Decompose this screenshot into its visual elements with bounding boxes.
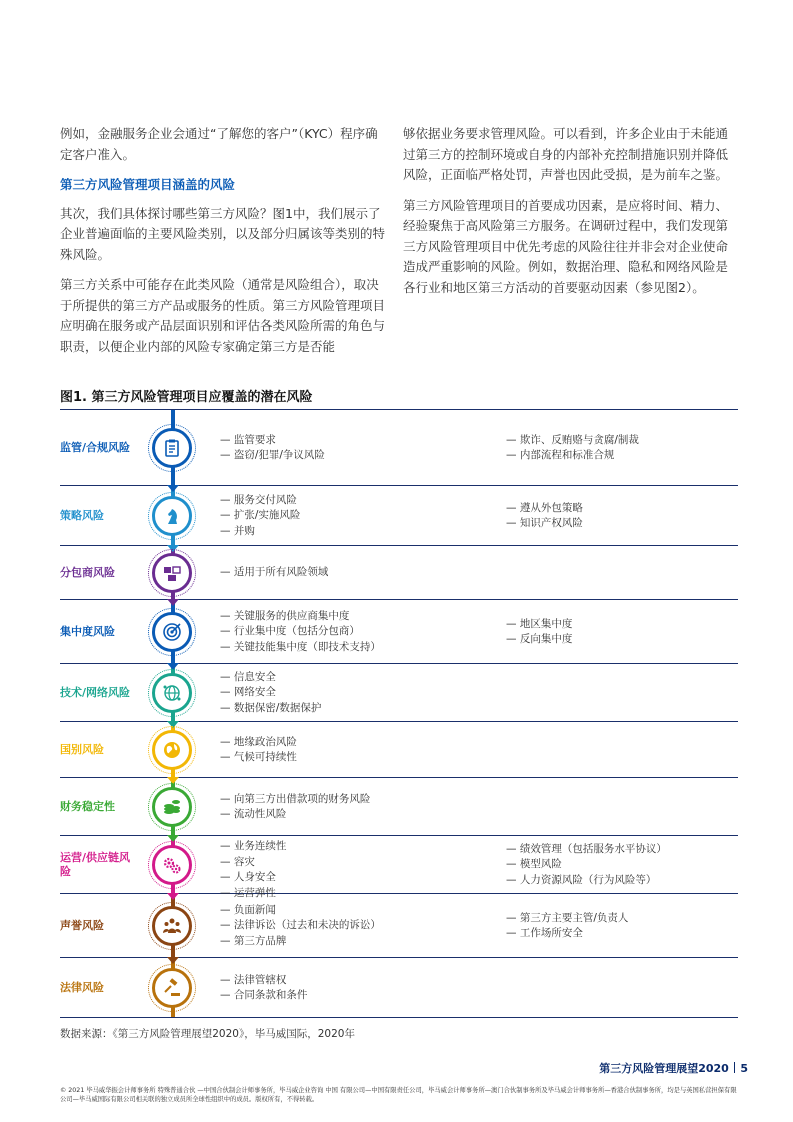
gavel-icon (152, 968, 192, 1008)
footer-divider (734, 1062, 736, 1073)
figure-source: 数据来源：《第三方风险管理展望2020》，毕马威国际，2020年 (60, 1028, 355, 1040)
risk-item: — 信息安全 (220, 670, 321, 686)
risk-item: — 法律管辖权 (220, 973, 307, 989)
risk-category-label: 声誉风险 (60, 919, 104, 932)
risk-category-label: 国别风险 (60, 743, 104, 756)
risk-row (60, 546, 738, 600)
right-column (403, 124, 733, 308)
globe-network-icon (152, 673, 192, 713)
risk-item: — 工作场所安全 (506, 926, 628, 942)
risk-list-primary (220, 433, 325, 464)
risk-item: — 运营弹性 (220, 886, 286, 902)
figure-title: 图1. 第三方风险管理项目应覆盖的潜在风险 (60, 390, 313, 405)
network-icon (152, 553, 192, 593)
risk-row (60, 600, 738, 664)
risk-list-primary (220, 565, 328, 581)
risk-row (60, 664, 738, 722)
footer-title (599, 1060, 748, 1076)
risk-row (60, 836, 738, 899)
risk-list-primary (220, 493, 300, 540)
left-paragraph-3: 第三方关系中可能存在此类风险（通常是风险组合），取决于所提供的第三方产品或服务的性质。第三方风险管理项目应明确在服务或产品层面识别和评估各类风险所需的角色与职责，以便企业内部的风险专家确定第三方是否能 (60, 277, 386, 354)
risk-item: — 反向集中度 (506, 632, 572, 648)
row-divider (60, 1017, 738, 1018)
left-paragraph-2: 其次，我们具体探讨哪些第三方风险？图1中，我们展示了企业普遍面临的主要风险类别，以及部分归属该等类别的特殊风险。 (60, 205, 386, 262)
chess-knight-icon (152, 496, 192, 536)
risk-item: — 第三方主要主管/负责人 (506, 911, 628, 927)
right-paragraph-2: 第三方风险管理项目的首要成功因素，是应将时间、精力、经验聚焦于高风险第三方服务。在调研过程中，我们发现第三方风险管理项目中优先考虑的风险往往并非会对企业使命造成严重影响的风险。例如，数据治理、隐私和网络风险是各行业和地区第三方活动的首要驱动因素（参见图2）。 (403, 197, 729, 295)
risk-item: — 合同条款和条件 (220, 988, 307, 1004)
risk-item: — 适用于所有风险领域 (220, 565, 328, 581)
risk-item: — 流动性风险 (220, 807, 370, 823)
risk-category-label: 运营/供应链风险 (60, 851, 131, 878)
risk-item: — 关键服务的供应商集中度 (220, 609, 381, 625)
risk-item: — 扩张/实施风险 (220, 508, 300, 524)
risk-item: — 监管要求 (220, 433, 325, 449)
clipboard-icon (152, 428, 192, 468)
target-icon (152, 612, 192, 652)
risk-row (60, 778, 738, 836)
risk-list-primary (220, 792, 370, 823)
risk-category-label: 财务稳定性 (60, 800, 115, 813)
risk-item: — 数据保密/数据保护 (220, 701, 321, 717)
risk-list-primary (220, 670, 321, 717)
page-number: 5 (740, 1062, 748, 1075)
left-column (60, 124, 390, 367)
coins-icon (152, 787, 192, 827)
risk-list-secondary (506, 617, 572, 648)
risk-item: — 向第三方出借款项的财务风险 (220, 792, 370, 808)
risk-item: — 行业集中度（包括分包商） (220, 624, 381, 640)
risk-category-label: 技术/网络风险 (60, 686, 131, 699)
risk-item: — 业务连续性 (220, 839, 286, 855)
risk-category-label: 分包商风险 (60, 566, 115, 579)
risk-category-label: 监管/合规风险 (60, 441, 131, 454)
risk-item: — 第三方品牌 (220, 934, 381, 950)
risk-list-primary (220, 973, 307, 1004)
gears-icon (152, 845, 192, 885)
risk-list-secondary (506, 911, 628, 942)
risk-list-primary (220, 609, 381, 656)
copyright-notice: © 2021 毕马威华振会计师事务所 特殊普通合伙 —中国合伙制会计师事务所，毕马威企业咨询 中国 有限公司—中国有限责任公司，毕马威会计师事务所—澳门合伙制事务所及毕马威会计师事务所—香港合伙制事务所，均是与英国私营担保有限公司—毕马威国际有限公司相关联的独立成员所全球性组织中的成员。版权所有，不得转载。 (60, 1087, 737, 1103)
risk-row (60, 958, 738, 1018)
risk-category-label: 法律风险 (60, 981, 104, 994)
risk-item: — 绩效管理（包括服务水平协议） (506, 842, 667, 858)
risk-item: — 人力资源风险（行为风险等） (506, 873, 667, 889)
risk-item: — 气候可持续性 (220, 750, 297, 766)
section-heading: 第三方风险管理项目涵盖的风险 (60, 177, 236, 192)
risk-item: — 地缘政治风险 (220, 735, 297, 751)
risk-row (60, 410, 738, 486)
right-paragraph-1: 够依据业务要求管理风险。可以看到，许多企业由于未能通过第三方的控制环境或自身的内部补充控制措施识别并降低风险，正面临严格处罚，声誉也因此受损，是为前车之鉴。 (403, 126, 729, 182)
risk-list-primary (220, 903, 381, 950)
risk-item: — 负面新闻 (220, 903, 381, 919)
risk-list-secondary (506, 433, 639, 464)
risk-item: — 服务交付风险 (220, 493, 300, 509)
risk-list-secondary (506, 842, 667, 889)
risk-list-primary (220, 839, 286, 901)
risk-row (60, 722, 738, 778)
risk-item: — 容灾 (220, 855, 286, 871)
left-paragraph-1: 例如，金融服务企业会通过“了解您的客户”（KYC）程序确定客户准入。 (60, 126, 378, 162)
risk-list-primary (220, 735, 297, 766)
risk-category-label: 策略风险 (60, 509, 104, 522)
risk-category-label: 集中度风险 (60, 625, 115, 638)
risk-row (60, 486, 738, 546)
footer-report-name: 第三方风险管理展望2020 (599, 1062, 729, 1075)
risk-item: — 内部流程和标准合规 (506, 448, 639, 464)
risk-item: — 模型风险 (506, 857, 667, 873)
world-icon (152, 730, 192, 770)
risk-list-secondary (506, 501, 583, 532)
risk-item: — 遵从外包策略 (506, 501, 583, 517)
risk-item: — 关键技能集中度（即技术支持） (220, 640, 381, 656)
people-icon (152, 906, 192, 946)
risk-item: — 知识产权风险 (506, 516, 583, 532)
risk-item: — 人身安全 (220, 870, 286, 886)
risk-item: — 盗窃/犯罪/争议风险 (220, 448, 325, 464)
risk-row (60, 894, 738, 958)
risk-item: — 并购 (220, 524, 300, 540)
risk-item: — 法律诉讼（过去和未决的诉讼） (220, 918, 381, 934)
risk-item: — 网络安全 (220, 685, 321, 701)
risk-item: — 地区集中度 (506, 617, 572, 633)
risk-item: — 欺诈、反贿赂与贪腐/制裁 (506, 433, 639, 449)
